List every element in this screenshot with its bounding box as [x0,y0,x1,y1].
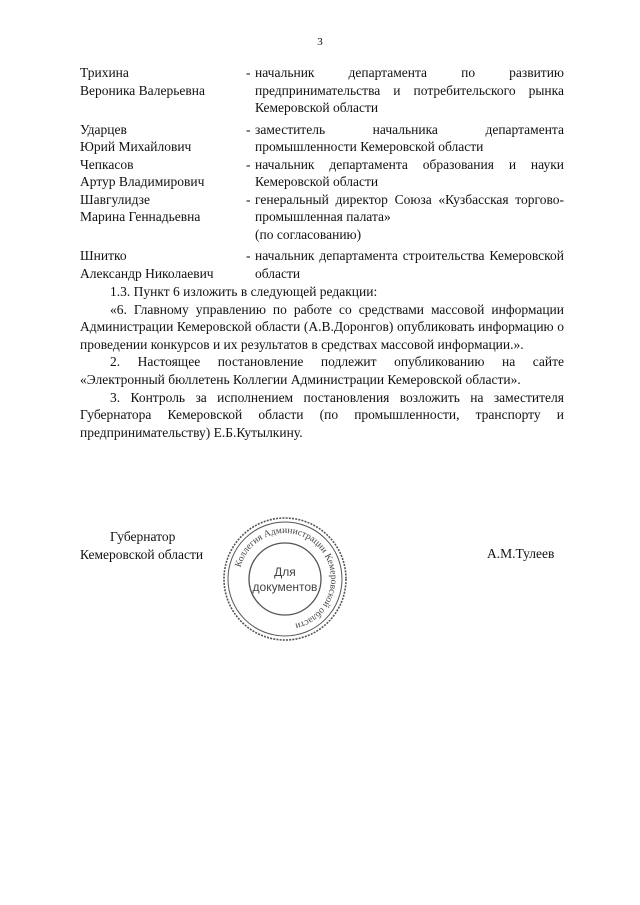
member-name [80,247,246,282]
member-position-text: начальник департамента строительства Кемеровской области [255,248,564,281]
member-surname: Шнитко [80,248,127,263]
member-name [80,156,246,191]
member-position [255,121,564,156]
stamp-center-line1: Для [274,565,296,579]
paragraph-3: 3. Контроль за исполнением постановления возложить на заместителя Губернатора Кемеровской области (по промышленности, транспорту и предпринимательству) Е.Б.Кутылкину. [80,389,564,440]
stamp-outer-ring [224,518,346,640]
member-given-names: Юрий Михайлович [80,139,192,154]
member-row [80,64,564,117]
member-surname: Трихина [80,65,129,80]
signatory-title [80,528,203,564]
member-row [80,121,564,156]
member-name [80,64,246,117]
paragraph-1-3: 1.3. Пункт 6 изложить в следующей редакции: [110,284,378,299]
paragraph-2: 2. Настоящее постановление подлежит опубликованию на сайте «Электронный бюллетень Коллегии Администрации Кемеровской области». [80,354,564,387]
member-position-note: (по согласованию) [255,226,362,242]
signatory-title-line2: Кемеровской области [80,547,204,562]
member-position-text: заместитель начальника департамента промышленности Кемеровской области [255,121,564,154]
member-dash: - [246,65,251,80]
member-surname: Чепкасов [80,156,134,172]
member-surname: Шавгулидзе [80,191,150,207]
member-position-text: начальник департамента образования и науки Кемеровской области [255,156,564,189]
stamp-ring-text: Коллегия Администрации Кемеровской области [233,525,339,631]
member-position [255,247,564,282]
member-dash: - [246,248,251,263]
document-body [80,283,564,441]
member-row [80,156,564,191]
member-given-names: Вероника Валерьевна [80,82,206,98]
member-dash: - [246,121,251,137]
page-number: 3 [317,36,323,48]
member-position [255,64,564,117]
official-stamp [220,514,350,644]
member-given-names: Марина Геннадьевна [80,209,201,224]
signatory-title-line1: Губернатор [110,529,176,544]
member-dash: - [246,191,251,207]
member-position [255,191,564,244]
member-row [80,191,564,244]
stamp-inner-ring [249,543,321,615]
member-surname: Ударцев [80,121,127,137]
member-position [255,156,564,191]
member-name [80,121,246,156]
paragraph-quote-6: «6. Главному управлению по работе со средствами массовой информации Администрации Кемеровской области (А.В.Доронгов) опубликовать информацию о проведении конкурсов и их результатов в средствах массовой информации.». [80,301,564,352]
members-list [80,64,564,282]
member-name [80,191,246,244]
member-row [80,247,564,282]
stamp-center-line2: документов [252,580,318,594]
member-dash: - [246,156,251,172]
member-given-names: Александр Николаевич [80,265,214,281]
signatory-name: А.М.Тулеев [487,546,555,561]
member-given-names: Артур Владимирович [80,174,205,189]
stamp-ring [228,522,342,636]
member-position-text: начальник департамента по развитию предпринимательства и потребительского рынка Кемеровской области [255,65,564,115]
member-position-text: генеральный директор Союза «Кузбасская торгово-промышленная палата» [255,191,564,224]
stamp-graphic [220,514,350,644]
